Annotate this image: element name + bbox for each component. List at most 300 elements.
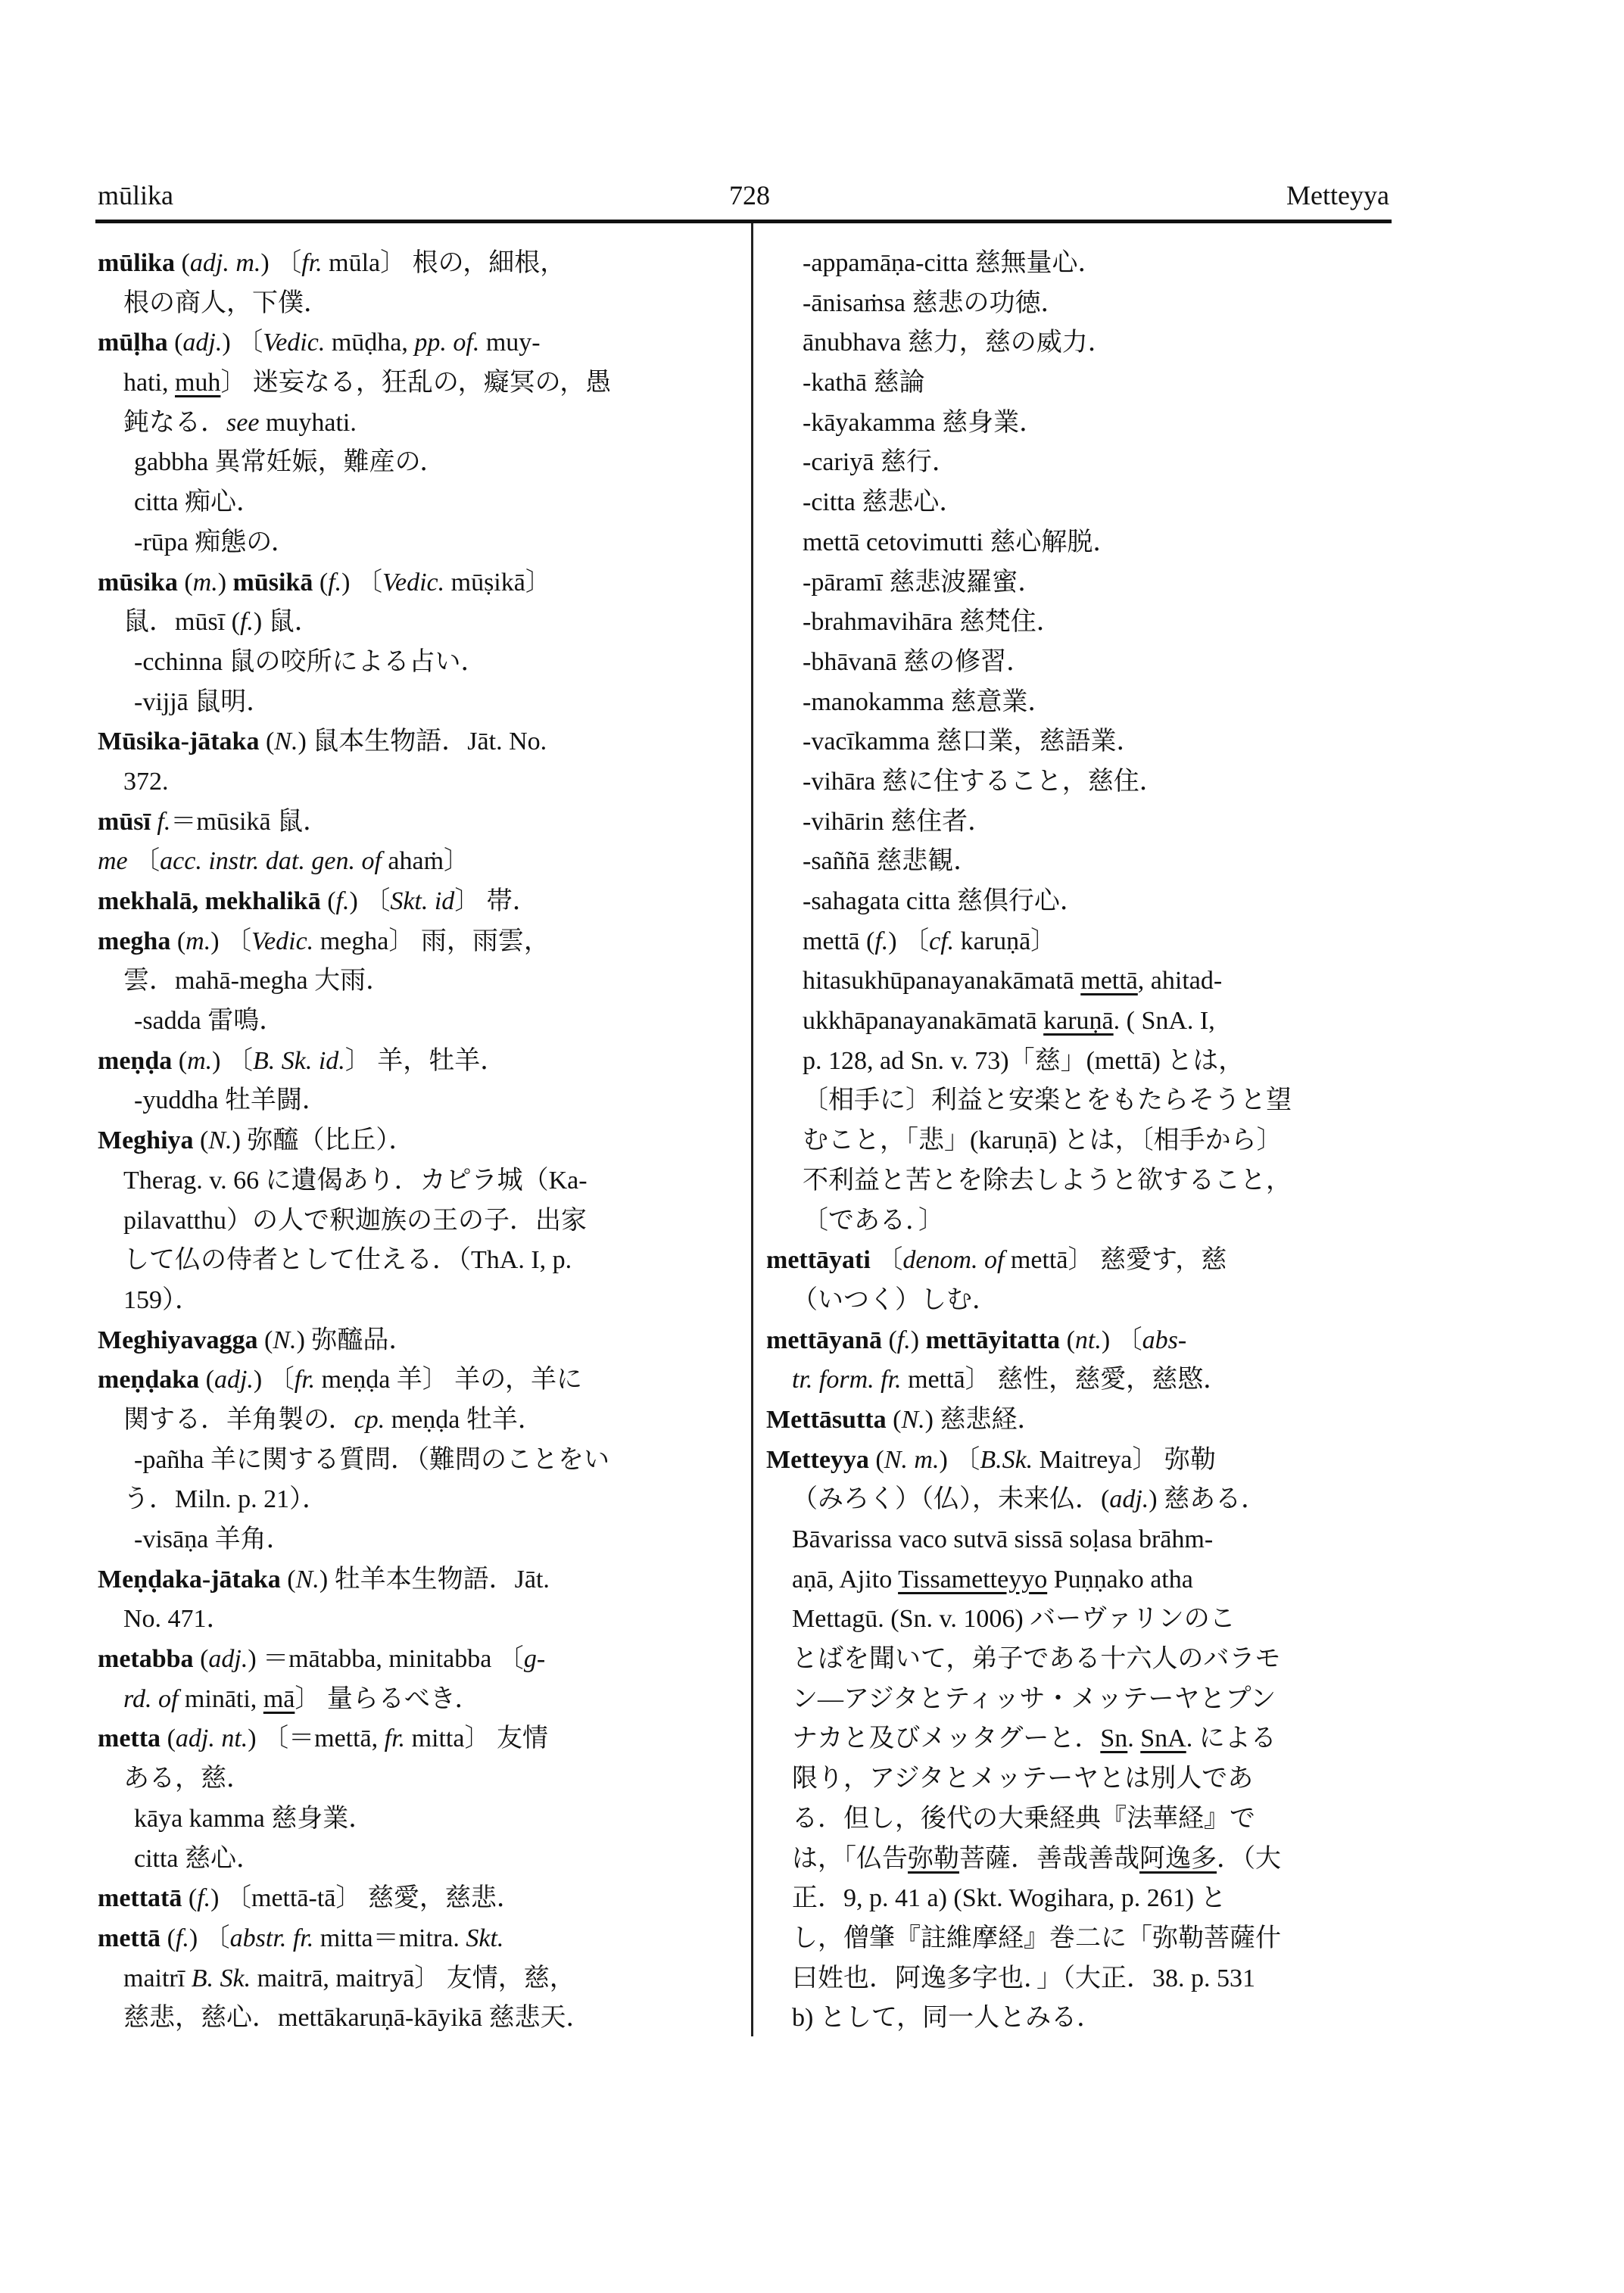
definition-text: ) 鼠本生物語．Jāt. No. xyxy=(298,727,547,756)
subentry-line xyxy=(766,363,1383,403)
subentry-line xyxy=(98,1002,726,1042)
running-head-left: mūlika xyxy=(98,180,173,210)
subentry-line xyxy=(766,802,1383,843)
underlined-term: Sn xyxy=(1100,1724,1128,1753)
subentry-line xyxy=(766,1161,1383,1201)
subentry-line xyxy=(766,922,1383,962)
definition-text: 雲．mahā-megha 大雨． xyxy=(123,967,392,995)
grammar-note: see xyxy=(226,408,260,437)
running-head-right: Metteyya xyxy=(1286,180,1389,210)
definition-text: ( xyxy=(320,887,336,915)
continuation-line xyxy=(98,1480,726,1520)
continuation-line xyxy=(98,1759,726,1799)
definition-text: 限り，アジタとメッテーヤとは別人であ xyxy=(792,1765,1254,1793)
definition-text: 根の商人，下僕． xyxy=(123,288,329,317)
headword: Meṇḍaka-jātaka xyxy=(98,1565,281,1594)
definition-text: -ānisaṁsa 慈悲の功徳． xyxy=(803,288,1067,317)
definition-text: ) 〔 xyxy=(253,1366,295,1394)
continuation-line xyxy=(766,1680,1383,1720)
grammar-note: f. xyxy=(197,1884,211,1913)
grammar-note: denom. of xyxy=(902,1246,1005,1275)
definition-text: ( xyxy=(881,1326,897,1354)
definition-text: ン―アジタとティッサ・メッテーヤとプン xyxy=(792,1684,1276,1713)
definition-text: とばを聞いて，弟子である十六人のバラモ xyxy=(792,1645,1281,1674)
definition-text: ) 〔 xyxy=(212,1046,253,1075)
definition-text: ukkhāpanayanakāmatā xyxy=(803,1007,1044,1036)
headword: mekhalā, mekhalikā xyxy=(98,887,321,915)
definition-text: 〕 量らるべき． xyxy=(295,1684,481,1713)
definition-text: むこと，「悲」(karuṇā) とは，〔相手から〕 xyxy=(803,1126,1283,1155)
entry-line xyxy=(766,1441,1383,1481)
definition-text: megha〕 雨，雨雲， xyxy=(313,927,550,955)
definition-text: ( xyxy=(1060,1326,1075,1354)
continuation-line xyxy=(98,1999,726,2039)
subentry-line xyxy=(766,643,1383,683)
subentry-line xyxy=(98,1081,726,1121)
definition-text: . ( SnA. I, xyxy=(1113,1007,1215,1036)
definition-text: ) 弥醯品． xyxy=(296,1326,415,1354)
grammar-note: g- xyxy=(523,1645,546,1674)
definition-text: ) 弥醯（比丘）． xyxy=(232,1126,415,1155)
definition-text: No. 471． xyxy=(123,1605,232,1634)
definition-text: -kathā 慈論 xyxy=(803,369,925,397)
definition-text: -vihārin 慈住者． xyxy=(803,807,994,836)
grammar-note: abstr. fr. xyxy=(229,1924,314,1952)
grammar-note: abs- xyxy=(1142,1326,1187,1354)
definition-text: ( xyxy=(175,249,190,277)
entry-line xyxy=(98,1719,726,1759)
definition-text: -manokamma 慈意業． xyxy=(803,687,1054,716)
definition-text: 〔である．〕 xyxy=(803,1206,944,1235)
continuation-line xyxy=(98,1161,726,1201)
definition-text: -saññā 慈悲観． xyxy=(803,847,980,876)
continuation-line xyxy=(98,1680,726,1720)
definition-text: . による xyxy=(1186,1724,1276,1753)
headword: metta xyxy=(98,1724,161,1753)
definition-text: ( xyxy=(177,568,193,597)
definition-text: ) 〔 xyxy=(222,329,263,357)
subentry-line xyxy=(766,603,1383,643)
column-divider xyxy=(751,223,753,2036)
grammar-note: N. xyxy=(273,1326,297,1354)
headword: mūḷha xyxy=(98,329,168,357)
subentry-line xyxy=(766,683,1383,723)
subentry-line xyxy=(766,842,1383,882)
grammar-note: fr. xyxy=(294,1366,316,1394)
definition-text: b) として，同一人とみる． xyxy=(792,2004,1103,2033)
definition-text: 〕 帯． xyxy=(454,887,538,915)
headword: megha xyxy=(98,927,171,955)
entry-line xyxy=(766,1321,1383,1361)
definition-text: mettā〕 慈愛す，慈 xyxy=(1004,1246,1227,1275)
definition-text: mettā ( xyxy=(803,927,875,955)
definition-text: 372. xyxy=(123,767,169,796)
continuation-line xyxy=(766,1759,1383,1799)
definition-text: 〕 迷妄なる，狂乱の，癡冥の，愚 xyxy=(220,369,612,397)
underlined-term: 阿逸多 xyxy=(1139,1844,1217,1873)
definition-text: ( xyxy=(170,927,186,955)
subentry-line xyxy=(98,1840,726,1880)
definition-text: ( xyxy=(161,1724,176,1753)
headword: mettatā xyxy=(98,1884,182,1913)
subentry-line xyxy=(98,643,726,683)
grammar-note: f. xyxy=(335,887,350,915)
headword: mettāyanā xyxy=(766,1326,882,1354)
definition-text: 〔 xyxy=(870,1246,903,1275)
left-column xyxy=(98,244,726,2039)
entry-line xyxy=(98,1879,726,1919)
grammar-note: fr. xyxy=(384,1724,406,1753)
continuation-line xyxy=(98,284,726,324)
definition-text: hati, xyxy=(123,369,175,397)
definition-text: -cchinna 鼠の咬所による占い． xyxy=(134,647,487,676)
grammar-note: fr. xyxy=(301,249,323,277)
entry-line xyxy=(98,1640,726,1680)
subentry-line xyxy=(766,563,1383,603)
definition-text: ( xyxy=(182,1884,198,1913)
definition-text: ( xyxy=(167,329,183,357)
continuation-line xyxy=(766,1480,1383,1520)
underlined-term: mettā xyxy=(1080,967,1138,995)
definition-text: ) xyxy=(910,1326,926,1354)
subentry-line xyxy=(766,1201,1383,1242)
definition-text: mūla〕 根の，細根， xyxy=(322,249,566,277)
grammar-note: B.Sk. xyxy=(980,1445,1033,1474)
definition-text: -yuddha 牡羊闘． xyxy=(134,1086,328,1115)
definition-text: ahaṁ〕 xyxy=(381,847,470,876)
definition-text: ) 鼠． xyxy=(253,608,320,637)
definition-text: ( xyxy=(172,1046,188,1075)
continuation-line xyxy=(98,1400,726,1441)
definition-text: mettā〕 慈性，慈愛，慈愍． xyxy=(901,1366,1230,1394)
definition-text: Puṇṇako atha xyxy=(1047,1565,1193,1594)
grammar-note: adj. xyxy=(214,1366,254,1394)
continuation-line xyxy=(766,1919,1383,1959)
grammar-note: m. xyxy=(192,568,218,597)
definition-text: ) 〔 xyxy=(210,927,252,955)
subentry-line xyxy=(766,403,1383,444)
definition-text: citta 痴心． xyxy=(134,488,263,517)
definition-text: kāya kamma 慈身業． xyxy=(134,1804,375,1833)
definition-text: -sahagata citta 慈倶行心． xyxy=(803,887,1086,915)
headword: Mūsika-jātaka xyxy=(98,727,260,756)
continuation-line xyxy=(766,1520,1383,1560)
subentry-line xyxy=(766,961,1383,1002)
subentry-line xyxy=(766,244,1383,284)
grammar-note: tr. form. fr. xyxy=(792,1366,902,1394)
definition-text: muyhati. xyxy=(259,408,357,437)
definition-text: mūḍha, xyxy=(325,329,415,357)
underlined-term: 弥勒 xyxy=(908,1844,959,1873)
grammar-note: cp. xyxy=(354,1405,385,1434)
grammar-note: Vedic. xyxy=(263,329,326,357)
grammar-note: m. xyxy=(187,1046,213,1075)
subentry-line xyxy=(98,443,726,483)
definition-text: ) 〔 xyxy=(260,249,302,277)
grammar-note: N. xyxy=(295,1565,320,1594)
definition-text: ) 〔 xyxy=(189,1924,230,1952)
definition-text: ) 牡羊本生物語．Jāt. xyxy=(319,1565,550,1594)
grammar-note: f. xyxy=(874,927,889,955)
grammar-note: f. xyxy=(239,608,254,637)
grammar-note: B. Sk. id. xyxy=(252,1046,345,1075)
subentry-line xyxy=(98,1799,726,1840)
definition-text: -visāṇa 羊角． xyxy=(134,1525,292,1553)
subentry-line xyxy=(98,1441,726,1481)
grammar-note: B. Sk. xyxy=(191,1964,251,1992)
headword: Metteyya xyxy=(766,1445,869,1474)
right-column xyxy=(766,244,1383,2039)
entry-line xyxy=(98,882,726,922)
definition-text: , ahitad- xyxy=(1137,967,1223,995)
subentry-line xyxy=(766,882,1383,922)
grammar-note: cf. xyxy=(929,927,955,955)
headword: mettāyati xyxy=(766,1246,871,1275)
definition-text: -bhāvanā 慈の修習． xyxy=(803,647,1033,676)
definition-text: meṇḍa 牡羊． xyxy=(385,1405,544,1434)
continuation-line xyxy=(98,603,726,643)
grammar-note: adj. m. xyxy=(189,249,261,277)
grammar-note: adj. xyxy=(208,1645,248,1674)
subentry-line xyxy=(98,1520,726,1560)
definition-text: ( xyxy=(868,1445,884,1474)
grammar-note: adj. xyxy=(182,329,223,357)
entry-line xyxy=(98,1121,726,1161)
definition-text: 159）． xyxy=(123,1285,201,1314)
definition-text: -kāyakamma 慈身業． xyxy=(803,408,1046,437)
headword: Meghiya xyxy=(98,1126,194,1155)
grammar-note: m. xyxy=(185,927,211,955)
definition-text: 正．9, p. 41 a) (Skt. Wogihara, p. 261) と xyxy=(792,1884,1227,1913)
definition-text: ) 慈悲経． xyxy=(924,1405,1043,1434)
grammar-note: adj. xyxy=(1109,1485,1149,1514)
headword: mūlika xyxy=(98,249,176,277)
definition-text: -pāramī 慈悲波羅蜜． xyxy=(803,568,1044,597)
grammar-note: Vedic. xyxy=(251,927,314,955)
subentry-line xyxy=(766,1042,1383,1082)
definition-text: は，「仏告 xyxy=(792,1844,908,1873)
continuation-line xyxy=(766,1840,1383,1880)
headword: Meghiyavagga xyxy=(98,1326,258,1354)
definition-text: p. 128, ad Sn. v. 73)「慈」(mettā) とは， xyxy=(803,1046,1245,1075)
grammar-note: nt. xyxy=(1074,1326,1102,1354)
definition-text: ) 慈ある． xyxy=(1149,1485,1267,1514)
definition-text: う．Miln. p. 21）． xyxy=(123,1485,329,1514)
definition-text: ) ＝mātabba, minitabba 〔 xyxy=(248,1645,524,1674)
continuation-line xyxy=(98,1241,726,1281)
definition-text: gabbha 異常妊娠，難産の． xyxy=(134,448,446,477)
underlined-term: SnA xyxy=(1140,1724,1186,1753)
subentry-line xyxy=(766,284,1383,324)
continuation-line xyxy=(766,1560,1383,1600)
continuation-line xyxy=(766,1281,1383,1321)
entry-line xyxy=(98,1321,726,1361)
definition-text: ) 〔＝mettā, xyxy=(248,1724,385,1753)
definition-text: -sadda 雷鳴． xyxy=(134,1007,285,1036)
continuation-line xyxy=(766,1640,1383,1680)
definition-text: mūṣikā〕 xyxy=(444,568,551,597)
headword: mūsikā xyxy=(232,568,313,597)
grammar-note: Vedic. xyxy=(382,568,445,597)
definition-text: aṇā, Ajito xyxy=(792,1565,899,1594)
definition-text: 曰姓也．阿逸多字也．」（大正．38. p. 531 xyxy=(792,1964,1255,1992)
entry-line xyxy=(98,563,726,603)
definition-text: ) 〔 xyxy=(341,568,382,597)
entry-line xyxy=(98,722,726,762)
grammar-note: f. xyxy=(328,568,342,597)
definition-text: 慈悲，慈心．mettākaruṇā-kāyikā 慈悲天． xyxy=(123,2004,592,2033)
definition-text: Therag. v. 66 に遺偈あり．カピラ城（Ka- xyxy=(123,1166,588,1195)
entry-line xyxy=(98,244,726,284)
definition-text: ( xyxy=(193,1645,209,1674)
definition-text: ( xyxy=(161,1924,176,1952)
definition-text: Bāvarissa vaco sutvā sissā soḷasa brāhm- xyxy=(792,1525,1214,1553)
definition-text: ) 〔 xyxy=(888,927,930,955)
entry-line xyxy=(98,1360,726,1400)
definition-text: ( xyxy=(280,1565,296,1594)
definition-text: -vijjā 鼠明． xyxy=(134,687,273,716)
subentry-line xyxy=(766,1121,1383,1161)
subentry-line xyxy=(98,683,726,723)
continuation-line xyxy=(766,1999,1383,2039)
subentry-line xyxy=(98,523,726,563)
entry-line xyxy=(98,1560,726,1600)
definition-text: mitta〕 友情 xyxy=(405,1724,548,1753)
continuation-line xyxy=(98,403,726,444)
continuation-line xyxy=(98,961,726,1002)
entry-line xyxy=(98,323,726,363)
definition-text: citta 慈心． xyxy=(134,1844,263,1873)
definition-text: ) 〔 xyxy=(349,887,391,915)
subentry-line xyxy=(766,762,1383,802)
continuation-line xyxy=(98,1600,726,1640)
definition-text: mettā cetovimutti 慈心解脱． xyxy=(803,528,1119,556)
definition-text: ＝mūsikā 鼠． xyxy=(170,807,329,836)
headword: metabba xyxy=(98,1645,194,1674)
grammar-note: me xyxy=(98,847,128,876)
continuation-line xyxy=(766,1959,1383,1999)
definition-text: ) 〔 xyxy=(939,1445,980,1474)
entry-line xyxy=(98,922,726,962)
definition-text: ( xyxy=(193,1126,209,1155)
headword: Mettāsutta xyxy=(766,1405,887,1434)
subentry-line xyxy=(766,443,1383,483)
definition-text: muy- xyxy=(479,329,541,357)
grammar-note: N. xyxy=(274,727,298,756)
headword: mūsī xyxy=(98,807,151,836)
underlined-term: Tissametteyyo xyxy=(898,1565,1048,1594)
definition-text: -rūpa 痴態の． xyxy=(134,528,297,556)
subentry-line xyxy=(98,483,726,523)
entry-line xyxy=(766,1400,1383,1441)
grammar-note: N. xyxy=(208,1126,232,1155)
definition-text: 鈍なる． xyxy=(123,408,226,437)
grammar-note: f. xyxy=(896,1326,911,1354)
definition-text: 関する．羊角製の． xyxy=(123,1405,354,1434)
continuation-line xyxy=(98,1201,726,1242)
definition-text: ある，慈． xyxy=(123,1765,252,1793)
definition-text: 〔 xyxy=(127,847,161,876)
definition-text: し，僧肇『註維摩経』巻二に「弥勒菩薩什 xyxy=(792,1924,1281,1952)
grammar-note: N. m. xyxy=(884,1445,940,1474)
underlined-term: muh xyxy=(174,369,221,397)
grammar-note: Skt. id xyxy=(390,887,455,915)
definition-text: 菩薩．善哉善哉 xyxy=(959,1844,1139,1873)
definition-text: ．（大 xyxy=(1217,1844,1281,1873)
definition-text: ( xyxy=(257,1326,273,1354)
underlined-term: mā xyxy=(263,1684,295,1713)
grammar-note: pp. of. xyxy=(414,329,480,357)
continuation-line xyxy=(766,1719,1383,1759)
subentry-line xyxy=(766,523,1383,563)
page-number: 728 xyxy=(729,180,770,210)
definition-text: Maitreya〕 弥勒 xyxy=(1033,1445,1216,1474)
continuation-line xyxy=(766,1799,1383,1840)
grammar-note: rd. of xyxy=(123,1684,179,1713)
definition-text: mitta＝mitra. xyxy=(313,1924,466,1952)
definition-text: ナカと及びメッタグーと． xyxy=(792,1724,1101,1753)
definition-text: Mettagū. (Sn. v. 1006) バーヴァリンのこ xyxy=(792,1605,1236,1634)
continuation-line xyxy=(766,1600,1383,1640)
subentry-line xyxy=(766,323,1383,363)
entry-line xyxy=(766,1241,1383,1281)
definition-text: . xyxy=(1127,1724,1141,1753)
definition-text: meṇḍa 羊〕 羊の，羊に xyxy=(315,1366,582,1394)
definition-text: ( xyxy=(886,1405,902,1434)
definition-text: ( xyxy=(259,727,275,756)
subentry-line xyxy=(766,1081,1383,1121)
subentry-line xyxy=(766,1002,1383,1042)
entry-line xyxy=(98,842,726,882)
definition-text: karuṇā〕 xyxy=(954,927,1057,955)
continuation-line xyxy=(98,363,726,403)
entry-line xyxy=(98,802,726,843)
header-rule xyxy=(95,220,1392,223)
definition-text: 〕 羊，牡羊． xyxy=(344,1046,507,1075)
definition-text: -brahmavihāra 慈梵住． xyxy=(803,608,1062,637)
headword: mettāyitatta xyxy=(925,1326,1061,1354)
definition-text: hitasukhūpanayanakāmatā xyxy=(803,967,1081,995)
grammar-note: acc. instr. dat. gen. of xyxy=(160,847,382,876)
definition-text: 不利益と苦とを除去しようと欲すること， xyxy=(803,1166,1292,1195)
definition-text: maitrā, maitryā〕 友情，慈， xyxy=(251,1964,575,1992)
definition-text: ( xyxy=(313,568,329,597)
definition-text: 鼠．mūsī ( xyxy=(123,608,240,637)
definition-text: ( xyxy=(199,1366,214,1394)
definition-text: （いつく）しむ． xyxy=(792,1285,998,1314)
definition-text: -pañha 羊に関する質問．（難問のことをい xyxy=(134,1445,610,1474)
definition-text: して仏の侍者として仕える．（ThA. I, p. xyxy=(123,1246,572,1275)
entry-line xyxy=(98,1042,726,1082)
grammar-note: adj. nt. xyxy=(175,1724,248,1753)
headword: meṇḍaka xyxy=(98,1366,200,1394)
definition-text: -vacīkamma 慈口業，慈語業． xyxy=(803,727,1142,756)
definition-text: る．但し，後代の大乗経典『法華経』で xyxy=(792,1804,1255,1833)
continuation-line xyxy=(98,762,726,802)
grammar-note: f. xyxy=(157,807,171,836)
definition-text: （みろく）（仏），未来仏．( xyxy=(792,1485,1110,1514)
subentry-line xyxy=(766,483,1383,523)
grammar-note: f. xyxy=(175,1924,189,1952)
definition-text: -cariyā 慈行． xyxy=(803,448,958,477)
definition-text: ) xyxy=(217,568,233,597)
grammar-note: Skt. xyxy=(466,1924,504,1952)
definition-text: ānubhava 慈力，慈の威力． xyxy=(803,329,1114,357)
headword: meṇḍa xyxy=(98,1046,173,1075)
continuation-line xyxy=(98,1959,726,1999)
definition-text: ) 〔 xyxy=(1101,1326,1142,1354)
headword: mūsika xyxy=(98,568,178,597)
